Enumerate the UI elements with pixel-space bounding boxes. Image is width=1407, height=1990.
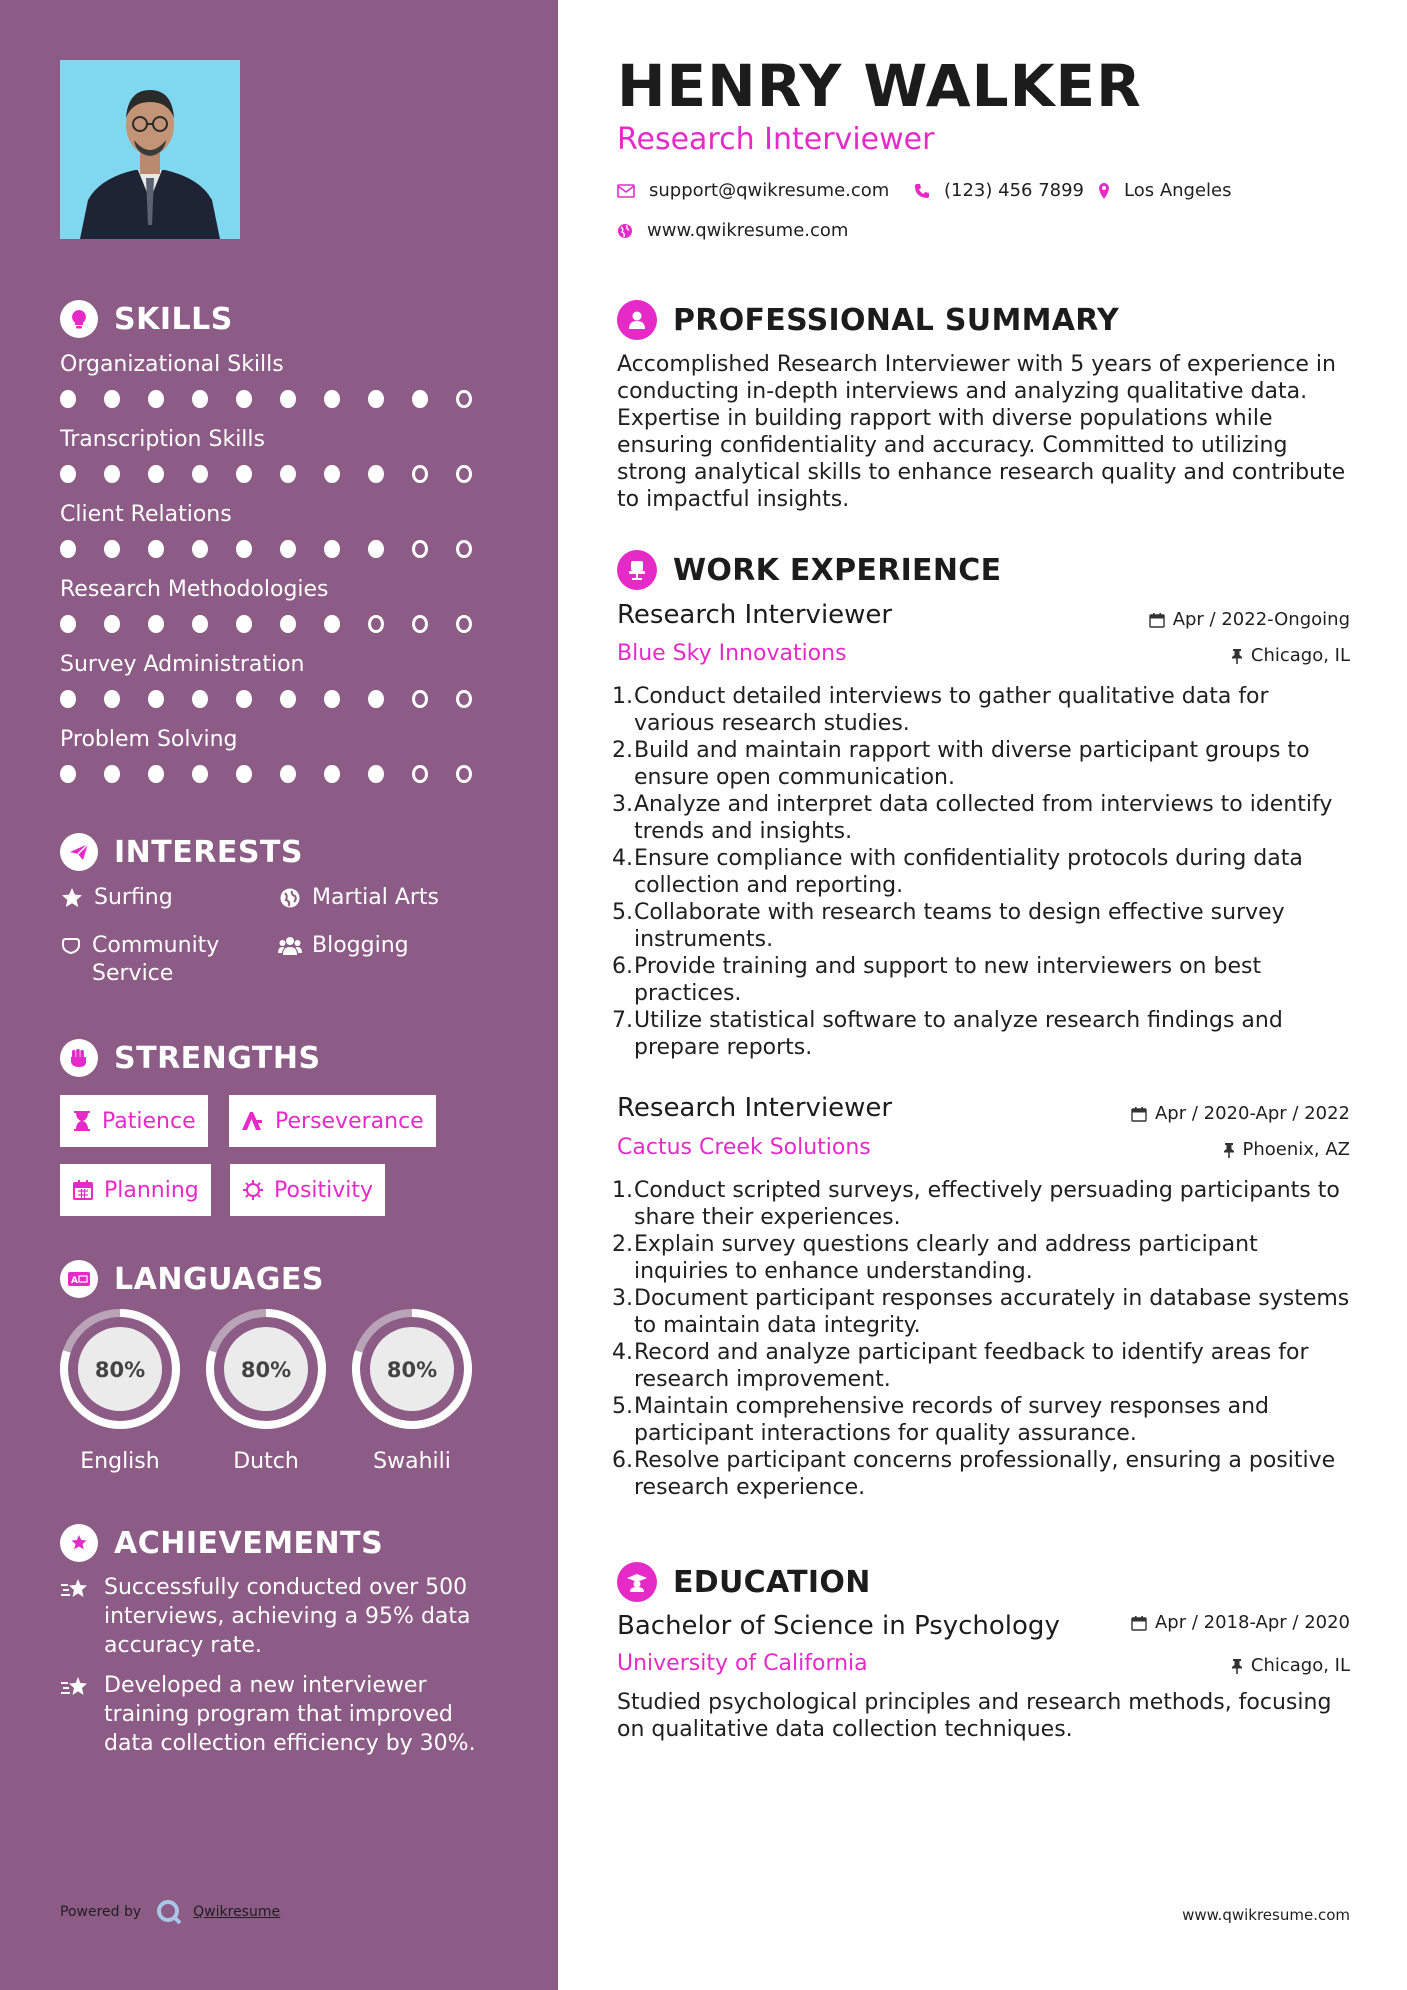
list-item-text: Record and analyze participant feedback to identify areas for research improvement.	[634, 1340, 1309, 1392]
list-number: 2.	[612, 1232, 633, 1257]
skill-item	[60, 502, 500, 558]
list-item	[612, 1393, 1352, 1447]
rating-dot-filled	[148, 540, 164, 558]
rating-dot-filled	[280, 540, 296, 558]
rating-dot-filled	[104, 390, 120, 408]
list-item-text: Conduct detailed interviews to gather qualitative data for various research studies.	[634, 684, 1269, 736]
qwikresume-link[interactable]: Qwikresume	[193, 1904, 281, 1920]
language-name: Swahili	[373, 1449, 451, 1474]
rating-dot-filled	[104, 765, 120, 783]
rating-dot-filled	[148, 765, 164, 783]
calendar-icon	[1131, 1615, 1147, 1631]
summary-text: Accomplished Research Interviewer with 5 years of experience in conducting in-depth interviews and analyzing qualitative data. Expertise in building rapport with diverse populations while ensuring confidentiality and accuracy. Committed to utilizing strong analytical skills to enhance research quality and contribute to impactful insights.	[617, 352, 1346, 512]
job-location: Phoenix, AZ	[1223, 1139, 1351, 1160]
rating-dot-filled	[324, 540, 340, 558]
skill-rating	[60, 765, 500, 783]
rating-dot-filled	[368, 465, 384, 483]
contact-location: Los Angeles	[1098, 180, 1232, 201]
company-name: Cactus Creek Solutions	[617, 1135, 871, 1160]
map-pin-icon	[1098, 182, 1110, 200]
job-title: Research Interviewer	[617, 600, 893, 630]
globe-icon	[278, 884, 302, 909]
star-icon	[60, 884, 84, 909]
envelope-icon	[617, 184, 635, 198]
rating-dot-filled	[60, 690, 76, 708]
hourglass-icon	[72, 1110, 92, 1132]
list-item	[612, 1007, 1352, 1061]
company-name: Blue Sky Innovations	[617, 641, 847, 666]
job-dates: Apr / 2022-Ongoing	[1149, 609, 1350, 630]
rating-dot-filled	[60, 765, 76, 783]
rating-dot-filled	[236, 690, 252, 708]
list-item	[612, 899, 1352, 953]
interest-item: Surfing	[60, 884, 173, 912]
rating-dot-filled	[368, 765, 384, 783]
interest-item: Blogging	[278, 932, 409, 960]
list-item	[612, 1231, 1352, 1285]
rating-dot-filled	[60, 540, 76, 558]
rating-dot-empty	[456, 615, 472, 633]
interest-item: Community Service	[60, 932, 260, 988]
website-link[interactable]: www.qwikresume.com	[647, 220, 849, 241]
rating-dot-filled	[148, 690, 164, 708]
education-description: Studied psychological principles and research methods, focusing on qualitative data collection techniques.	[617, 1690, 1332, 1742]
school-name: University of California	[617, 1651, 868, 1676]
list-number: 5.	[612, 900, 633, 925]
rating-dot-filled	[236, 465, 252, 483]
rating-dot-filled	[104, 615, 120, 633]
languages-heading: A LANGUAGES	[60, 1260, 324, 1298]
list-number: 6.	[612, 1448, 633, 1473]
rating-dot-filled	[280, 765, 296, 783]
list-item	[612, 683, 1352, 737]
skill-name: Transcription Skills	[60, 427, 265, 452]
list-number: 5.	[612, 1394, 633, 1419]
calendar-icon	[1131, 1106, 1147, 1122]
achievement-item: Successfully conducted over 500 interviews, achieving a 95% data accuracy rate.	[60, 1573, 500, 1660]
email-link[interactable]: support@qwikresume.com	[649, 180, 890, 201]
paper-plane-icon	[60, 833, 98, 871]
skill-rating	[60, 690, 500, 708]
rating-dot-filled	[280, 465, 296, 483]
rating-dot-empty	[456, 765, 472, 783]
contact-phone: (123) 456 7899	[914, 180, 1084, 201]
skills-heading: SKILLS	[60, 300, 233, 338]
achievements-heading: ACHIEVEMENTS	[60, 1524, 383, 1562]
skill-item	[60, 727, 500, 783]
language-item	[204, 1307, 328, 1474]
language-progress-ring	[58, 1307, 182, 1431]
list-number: 3.	[612, 1286, 633, 1311]
list-item-text: Utilize statistical software to analyze research findings and prepare reports.	[634, 1008, 1283, 1060]
graduate-icon	[617, 1562, 657, 1602]
qwikresume-logo-icon	[155, 1898, 183, 1926]
language-percent: 80%	[94, 1358, 146, 1382]
list-number: 2.	[612, 738, 633, 763]
strength-badge: Perseverance	[229, 1095, 436, 1147]
award-star-icon	[60, 1524, 98, 1562]
calendar-icon	[72, 1179, 94, 1201]
rating-dot-empty	[456, 690, 472, 708]
rating-dot-filled	[192, 540, 208, 558]
strengths-heading: STRENGTHS	[60, 1039, 321, 1077]
language-item	[58, 1307, 182, 1474]
globe-icon	[617, 223, 633, 239]
shooting-star-icon	[60, 1671, 92, 1758]
rating-dot-filled	[148, 465, 164, 483]
list-number: 1.	[612, 1178, 633, 1203]
climb-icon	[241, 1110, 265, 1132]
language-icon	[60, 1260, 98, 1298]
strength-badge: Positivity	[230, 1164, 385, 1216]
rating-dot-filled	[60, 465, 76, 483]
interest-item: Martial Arts	[278, 884, 439, 912]
svg-text:A: A	[71, 1276, 78, 1286]
list-item-text: Ensure compliance with confidentiality protocols during data collection and reporting.	[634, 846, 1303, 898]
rating-dot-filled	[324, 615, 340, 633]
language-name: English	[80, 1449, 160, 1474]
strength-badge: Planning	[60, 1164, 211, 1216]
rating-dot-empty	[412, 765, 428, 783]
rating-dot-filled	[104, 540, 120, 558]
rating-dot-filled	[324, 390, 340, 408]
skill-item	[60, 352, 500, 408]
rating-dot-filled	[60, 390, 76, 408]
candidate-role: Research Interviewer	[617, 122, 935, 157]
skill-rating	[60, 615, 500, 633]
rating-dot-filled	[236, 765, 252, 783]
footer-url[interactable]: www.qwikresume.com	[1182, 1906, 1350, 1924]
skill-item	[60, 577, 500, 633]
summary-heading: PROFESSIONAL SUMMARY	[617, 300, 1119, 340]
rating-dot-filled	[192, 390, 208, 408]
users-icon	[278, 932, 302, 957]
briefcase-chair-icon	[617, 550, 657, 590]
education-dates: Apr / 2018-Apr / 2020	[1131, 1612, 1350, 1633]
skill-item	[60, 652, 500, 708]
sidebar	[0, 0, 558, 1990]
rating-dot-filled	[104, 690, 120, 708]
rating-dot-empty	[456, 390, 472, 408]
skill-name: Organizational Skills	[60, 352, 284, 377]
job-dates: Apr / 2020-Apr / 2022	[1131, 1103, 1350, 1124]
rating-dot-empty	[412, 615, 428, 633]
rating-dot-empty	[412, 690, 428, 708]
language-progress-ring	[350, 1307, 474, 1431]
rating-dot-empty	[412, 540, 428, 558]
list-item-text: Maintain comprehensive records of survey responses and participant interactions for quality assurance.	[634, 1394, 1269, 1446]
list-item	[612, 845, 1352, 899]
list-item	[612, 737, 1352, 791]
rating-dot-filled	[412, 390, 428, 408]
rating-dot-empty	[412, 465, 428, 483]
list-item-text: Conduct scripted surveys, effectively persuading participants to share their experiences.	[634, 1178, 1340, 1230]
list-number: 7.	[612, 1008, 633, 1033]
list-number: 4.	[612, 846, 633, 871]
rating-dot-empty	[456, 465, 472, 483]
skill-rating	[60, 465, 500, 483]
lightbulb-icon	[60, 300, 98, 338]
contact-website	[617, 220, 848, 241]
rating-dot-filled	[236, 615, 252, 633]
sun-icon	[242, 1179, 264, 1201]
rating-dot-filled	[192, 465, 208, 483]
degree-title: Bachelor of Science in Psychology	[617, 1611, 1060, 1641]
rating-dot-filled	[236, 390, 252, 408]
strength-badge: Patience	[60, 1095, 208, 1147]
skill-item	[60, 427, 500, 483]
list-number: 1.	[612, 684, 633, 709]
rating-dot-filled	[324, 690, 340, 708]
list-item-text: Build and maintain rapport with diverse participant groups to ensure open communication.	[634, 738, 1310, 790]
list-item-text: Collaborate with research teams to design effective survey instruments.	[634, 900, 1285, 952]
job-bullets	[612, 1177, 1352, 1501]
pushpin-icon	[1231, 1658, 1243, 1674]
hand-icon	[60, 932, 82, 957]
shooting-star-icon	[60, 1573, 92, 1660]
skill-name: Research Methodologies	[60, 577, 329, 602]
achievement-item: Developed a new interviewer training program that improved data collection efficiency by 30%.	[60, 1671, 500, 1758]
experience-heading: WORK EXPERIENCE	[617, 550, 1001, 590]
skill-name: Survey Administration	[60, 652, 305, 677]
phone-icon	[914, 183, 930, 199]
language-name: Dutch	[233, 1449, 299, 1474]
rating-dot-filled	[192, 765, 208, 783]
list-item	[612, 1285, 1352, 1339]
rating-dot-filled	[280, 615, 296, 633]
interests-heading: INTERESTS	[60, 833, 303, 871]
profile-photo	[60, 60, 240, 239]
list-number: 4.	[612, 1340, 633, 1365]
rating-dot-filled	[104, 465, 120, 483]
job-title: Research Interviewer	[617, 1093, 893, 1123]
list-item	[612, 1447, 1352, 1501]
pushpin-icon	[1223, 1142, 1235, 1158]
rating-dot-filled	[148, 615, 164, 633]
rating-dot-filled	[192, 615, 208, 633]
calendar-icon	[1149, 612, 1165, 628]
list-item-text: Provide training and support to new interviewers on best practices.	[634, 954, 1262, 1006]
skill-rating	[60, 390, 500, 408]
rating-dot-filled	[324, 465, 340, 483]
powered-by: Powered by Qwikresume	[60, 1898, 280, 1926]
list-item	[612, 791, 1352, 845]
rating-dot-filled	[60, 615, 76, 633]
skill-name: Client Relations	[60, 502, 232, 527]
list-number: 6.	[612, 954, 633, 979]
list-item	[612, 1339, 1352, 1393]
rating-dot-filled	[236, 540, 252, 558]
skill-rating	[60, 540, 500, 558]
skill-name: Problem Solving	[60, 727, 238, 752]
job-bullets	[612, 683, 1352, 1061]
education-heading: EDUCATION	[617, 1562, 871, 1602]
rating-dot-filled	[368, 690, 384, 708]
language-percent: 80%	[240, 1358, 292, 1382]
rating-dot-filled	[368, 540, 384, 558]
list-item	[612, 1177, 1352, 1231]
user-icon	[617, 300, 657, 340]
language-progress-ring	[204, 1307, 328, 1431]
pushpin-icon	[1231, 648, 1243, 664]
language-percent: 80%	[386, 1358, 438, 1382]
list-number: 3.	[612, 792, 633, 817]
rating-dot-empty	[368, 615, 384, 633]
contact-email	[617, 180, 889, 201]
job-location: Chicago, IL	[1231, 645, 1350, 666]
fist-icon	[60, 1039, 98, 1077]
list-item-text: Resolve participant concerns professionally, ensuring a positive research experience.	[634, 1448, 1336, 1500]
rating-dot-filled	[148, 390, 164, 408]
language-item	[350, 1307, 474, 1474]
rating-dot-filled	[368, 390, 384, 408]
list-item-text: Document participant responses accurately in database systems to maintain data integrity.	[634, 1286, 1350, 1338]
education-location: Chicago, IL	[1231, 1655, 1350, 1676]
rating-dot-filled	[192, 690, 208, 708]
rating-dot-empty	[456, 540, 472, 558]
rating-dot-filled	[280, 690, 296, 708]
rating-dot-filled	[324, 765, 340, 783]
list-item	[612, 953, 1352, 1007]
list-item-text: Analyze and interpret data collected from interviews to identify trends and insights.	[634, 792, 1333, 844]
candidate-name: HENRY WALKER	[617, 52, 1142, 120]
rating-dot-filled	[280, 390, 296, 408]
list-item-text: Explain survey questions clearly and address participant inquiries to enhance understanding.	[634, 1232, 1258, 1284]
